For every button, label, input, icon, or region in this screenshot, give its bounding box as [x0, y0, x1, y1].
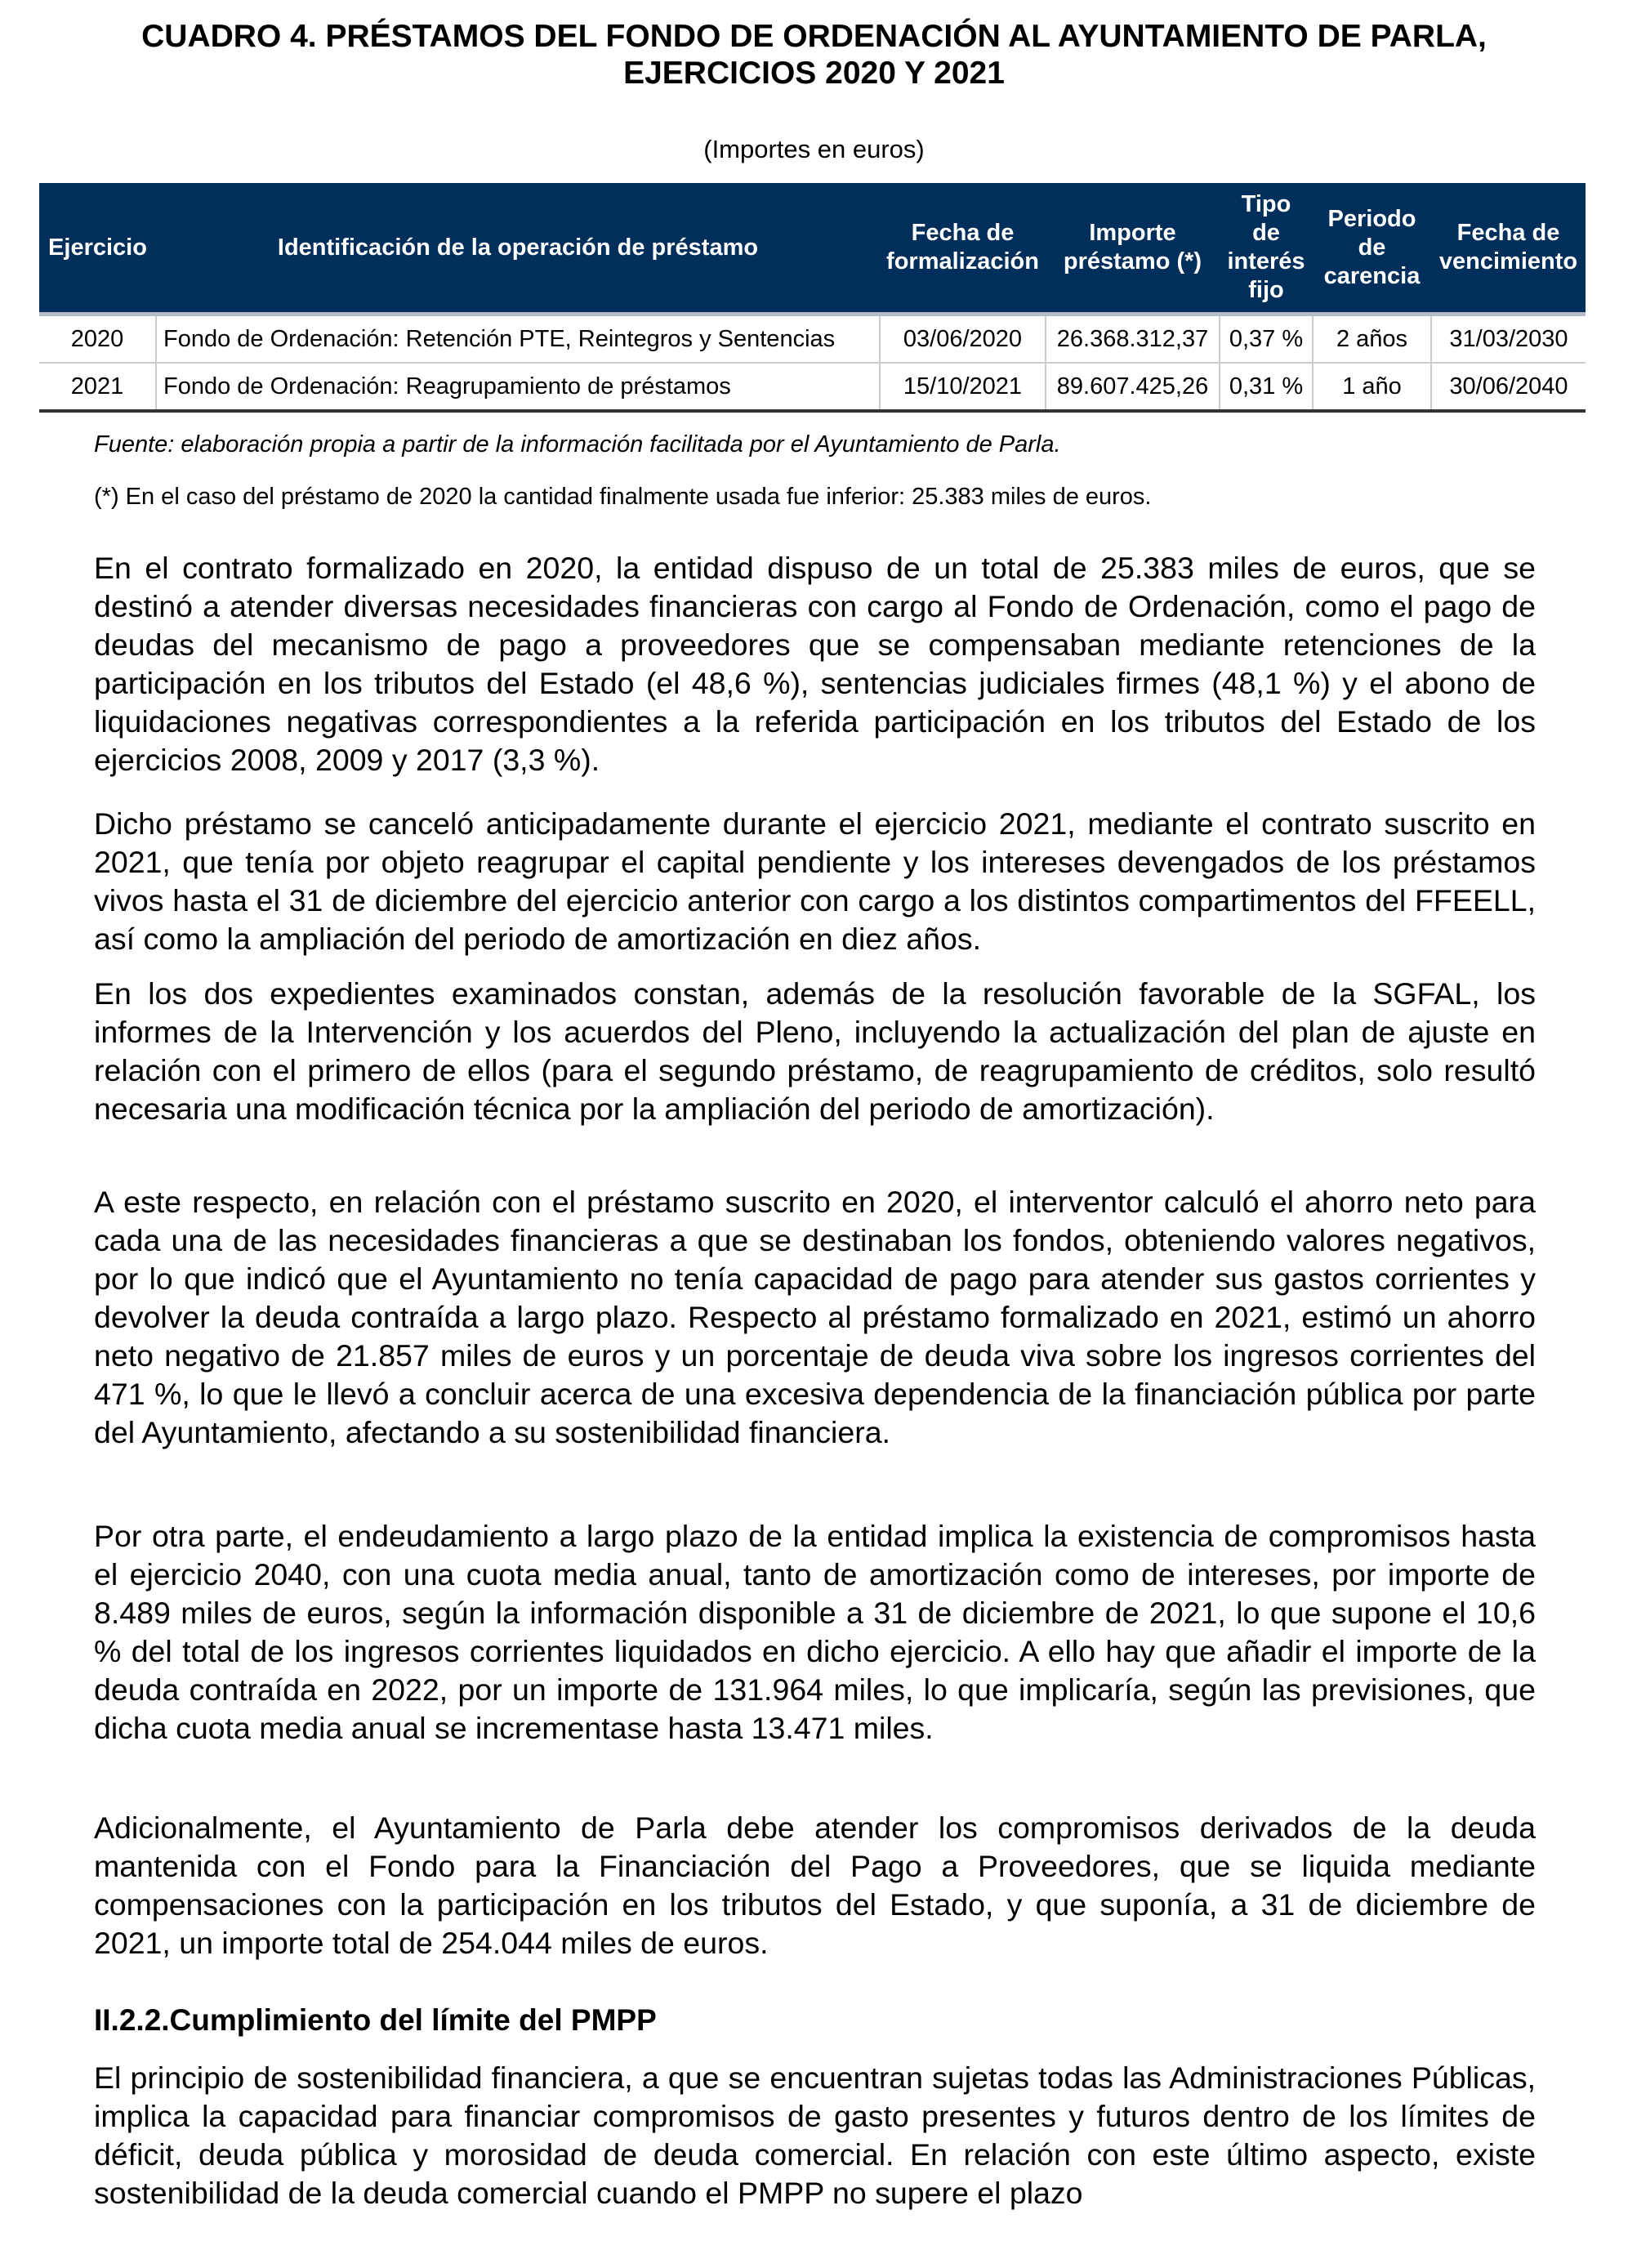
cell: 1 año [1313, 363, 1431, 411]
units-note: (Importes en euros) [703, 135, 925, 163]
cell: 0,31 % [1220, 363, 1313, 411]
paragraph: Adicionalmente, el Ayuntamiento de Parla debe atender los compromisos derivados de la deuda mantenida con el Fondo para la Financiación del Pago a Proveedores, que se liquida mediante compensaciones con la participación en los tributos del Estado, y que suponía, a 31 de diciembre de 2021, un importe total de 254.044 miles de euros. [94, 1810, 1536, 1960]
table-title: CUADRO 4. PRÉSTAMOS DEL FONDO DE ORDENACIÓN AL AYUNTAMIENTO DE PARLA, EJERCICIOS 2020 Y 2021 [141, 19, 1487, 91]
paragraph: A este respecto, en relación con el préstamo suscrito en 2020, el interventor calculó el ahorro neto para cada una de las necesidades financieras a que se destinaban los fondos, obteniendo valores negativos, por lo que indicó que el Ayuntamiento no tenía capacidad de pago para atender sus gastos corrientes y devolver la deuda contraída a largo plazo. Respecto al préstamo formalizado en 2021, estimó un ahorro neto negativo de 21.857 miles de euros y un porcentaje de deuda viva sobre los ingresos corrientes del 471 %, lo que le llevó a concluir acerca de una excesiva dependencia de la financiación pública por parte del Ayuntamiento, afectando a su sostenibilidad financiera. [94, 1185, 1536, 1449]
paragraph: En el contrato formalizado en 2020, la entidad dispuso de un total de 25.383 miles de euros, que se destinó a atender diversas necesidades financieras con cargo al Fondo de Ordenación, como el pago de deudas del mecanismo de pago a proveedores que se compensaban mediante retenciones de la participación en los tributos del Estado (el 48,6 %), sentencias judiciales firmes (48,1 %) y el abono de liquidaciones negativas correspondientes a la referida participación en los tributos del Estado de los ejercicios 2008, 2009 y 2017 (3,3 %). [94, 551, 1536, 777]
source-note: Fuente: elaboración propia a partir de la información facilitada por el Ayuntamiento de Parla. [94, 431, 1061, 458]
cell: 2 años [1313, 315, 1431, 364]
cell: 15/10/2021 [880, 363, 1046, 411]
cell: 26.368.312,37 [1046, 315, 1220, 364]
cell: 30/06/2040 [1431, 363, 1586, 411]
col-header: Tipo de interés fijo [1220, 183, 1313, 315]
cell: 31/03/2030 [1431, 315, 1586, 364]
cell: Fondo de Ordenación: Retención PTE, Reintegros y Sentencias [156, 315, 880, 364]
cell: 2021 [39, 363, 156, 411]
col-header: Importe préstamo (*) [1046, 183, 1220, 315]
col-header: Periodo de carencia [1313, 183, 1431, 315]
paragraph: Por otra parte, el endeudamiento a largo plazo de la entidad implica la existencia de compromisos hasta el ejercicio 2040, con una cuota media anual, tanto de amortización como de intereses, por importe de 8.489 miles de euros, según la información disponible a 31 de diciembre de 2021, lo que supone el 10,6 % del total de los ingresos corrientes liquidados en dicho ejercicio. A ello hay que añadir el importe de la deuda contraída en 2022, por un importe de 131.964 miles, lo que implicaría, según las previsiones, que dicha cuota media anual se incrementase hasta 13.471 miles. [94, 1519, 1536, 1745]
section-heading: II.2.2.Cumplimiento del límite del PMPP [94, 2003, 657, 2037]
cell: Fondo de Ordenación: Reagrupamiento de préstamos [156, 363, 880, 411]
col-header: Fecha de formalización [880, 183, 1046, 315]
table-row [39, 315, 1586, 364]
cell: 89.607.425,26 [1046, 363, 1220, 411]
paragraph: En los dos expedientes examinados constan, además de la resolución favorable de la SGFAL, los informes de la Intervención y los acuerdos del Pleno, incluyendo la actualización del plan de ajuste en relación con el primero de ellos (para el segundo préstamo, de reagrupamiento de créditos, solo resultó necesaria una modificación técnica por la ampliación del periodo de amortización). [94, 976, 1536, 1126]
paragraph: El principio de sostenibilidad financiera, a que se encuentran sujetas todas las Administraciones Públicas, implica la capacidad para financiar compromisos de gasto presentes y futuros dentro de los límites de déficit, deuda pública y morosidad de deuda comercial. En relación con este último aspecto, existe sostenibilidad de la deuda comercial cuando el PMPP no supere el plazo [94, 2060, 1536, 2210]
table-row [39, 363, 1586, 411]
col-header: Fecha de vencimiento [1431, 183, 1586, 315]
cell: 2020 [39, 315, 156, 364]
cell: 03/06/2020 [880, 315, 1046, 364]
paragraph: Dicho préstamo se canceló anticipadamente durante el ejercicio 2021, mediante el contrato suscrito en 2021, que tenía por objeto reagrupar el capital pendiente y los intereses devengados de los préstamos vivos hasta el 31 de diciembre del ejercicio anterior con cargo a los distintos compartimentos del FFEELL, así como la ampliación del periodo de amortización en diez años. [94, 806, 1536, 956]
col-header: Identificación de la operación de préstamo [156, 183, 880, 315]
cell: 0,37 % [1220, 315, 1313, 364]
loans-table [39, 183, 1586, 413]
col-header: Ejercicio [39, 183, 156, 315]
footnote: (*) En el caso del préstamo de 2020 la cantidad finalmente usada fue inferior: 25.383 miles de euros. [94, 484, 1152, 510]
